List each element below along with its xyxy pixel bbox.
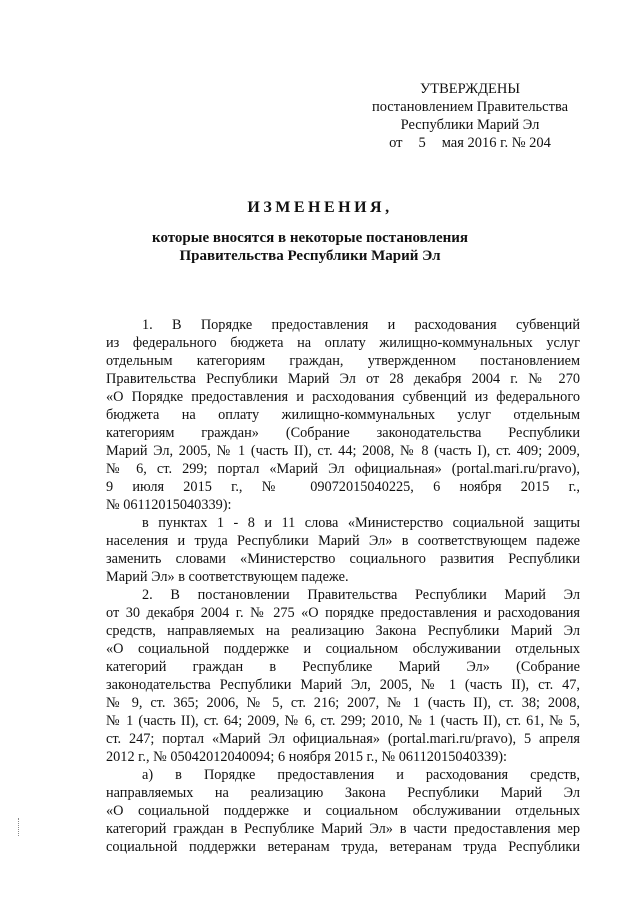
- body-line: 1. В Порядке предоставления и расходования субвенций: [142, 317, 580, 333]
- body-line: в пунктах 1 - 8 и 11 слова «Министерство социальной защиты: [142, 515, 580, 531]
- body-line: № 6, ст. 299; портал «Марий Эл официальная» (portal.mari.ru/pravo),: [106, 461, 580, 477]
- body-line: Марий Эл» в соответствующем падеже.: [106, 569, 349, 585]
- body-line: «О Порядке предоставления и расходования субвенций из федерального: [106, 389, 580, 405]
- body-line: № 1 (часть II), ст. 64; 2009, № 6, ст. 299; 2010, № 1 (часть II), ст. 61, № 5,: [106, 713, 580, 729]
- approval-by-resolution: постановлением Правительства: [371, 99, 569, 115]
- body-line: бюджета на оплату жилищно-коммунальных услуг отдельным: [106, 407, 580, 423]
- body-line: категориям граждан» (Собрание законодательства Республики: [106, 425, 580, 441]
- date-day: 5: [418, 135, 426, 151]
- date-rest: мая 2016 г. № 204: [441, 135, 551, 151]
- body-line: законодательства Республики Марий Эл, 2005, № 1 (часть II), ст. 47,: [106, 677, 580, 693]
- body-line: 2012 г., № 05042012040094; 6 ноября 2015 г., № 06112015040339):: [106, 749, 508, 765]
- body-line: от 30 декабря 2004 г. № 275 «О порядке предоставления и расходования: [106, 605, 580, 621]
- body-line: а) в Порядке предоставления и расходования средств,: [142, 767, 580, 783]
- body-line: средств, направляемых на реализацию Закона Республики Марий Эл: [106, 623, 580, 639]
- document-title: ИЗМЕНЕНИЯ,: [247, 199, 393, 216]
- body-line: Правительства Республики Марий Эл от 28 декабря 2004 г. № 270: [106, 371, 580, 387]
- body-line: «О социальной поддержке и социальном обслуживании отдельных: [106, 641, 580, 657]
- body-line: 2. В постановлении Правительства Республики Марий Эл: [142, 587, 580, 603]
- body-line: направляемых на реализацию Закона Республики Марий Эл: [106, 785, 580, 801]
- subtitle-line-2: Правительства Республики Марий Эл: [179, 248, 441, 264]
- body-line: ст. 247; портал «Марий Эл официальная» (portal.mari.ru/pravo), 5 апреля: [106, 731, 580, 747]
- document-subtitle: [100, 229, 520, 265]
- body-line: категорий граждан в Республике Марий Эл» (Собрание: [106, 659, 580, 675]
- body-line: заменить словами «Министерство социального развития Республики: [106, 551, 580, 567]
- document-body: [106, 316, 580, 856]
- date-prefix: от: [389, 135, 403, 151]
- body-line: отдельным категориям граждан, утвержденном постановлением: [106, 353, 580, 369]
- body-line: категорий граждан в Республике Марий Эл» в части предоставления мер: [106, 821, 580, 837]
- body-line: № 9, ст. 365; 2006, № 5, ст. 216; 2007, № 1 (часть II), ст. 38; 2008,: [106, 695, 580, 711]
- approval-heading: УТВЕРЖДЕНЫ: [419, 81, 521, 97]
- body-line: 9 июля 2015 г., № 09072015040225, 6 ноября 2015 г.,: [106, 479, 580, 495]
- body-line: населения и труда Республики Марий Эл» в соответствующем падеже: [106, 533, 580, 549]
- body-line: Марий Эл, 2005, № 1 (часть II), ст. 44; 2008, № 8 (часть I), ст. 409; 2009,: [106, 443, 580, 459]
- body-line: № 06112015040339):: [106, 497, 232, 513]
- approval-government: Республики Марий Эл: [400, 117, 540, 133]
- margin-mark: [18, 818, 21, 836]
- approval-date: [350, 134, 590, 152]
- body-line: из федерального бюджета на оплату жилищно-коммунальных услуг: [106, 335, 580, 351]
- subtitle-line-1: которые вносятся в некоторые постановления: [152, 230, 468, 246]
- body-line: «О социальной поддержке и социальном обслуживании отдельных: [106, 803, 580, 819]
- body-line: социальной поддержки ветеранам труда, ветеранам труда Республики: [106, 839, 580, 855]
- approval-block: [350, 80, 590, 152]
